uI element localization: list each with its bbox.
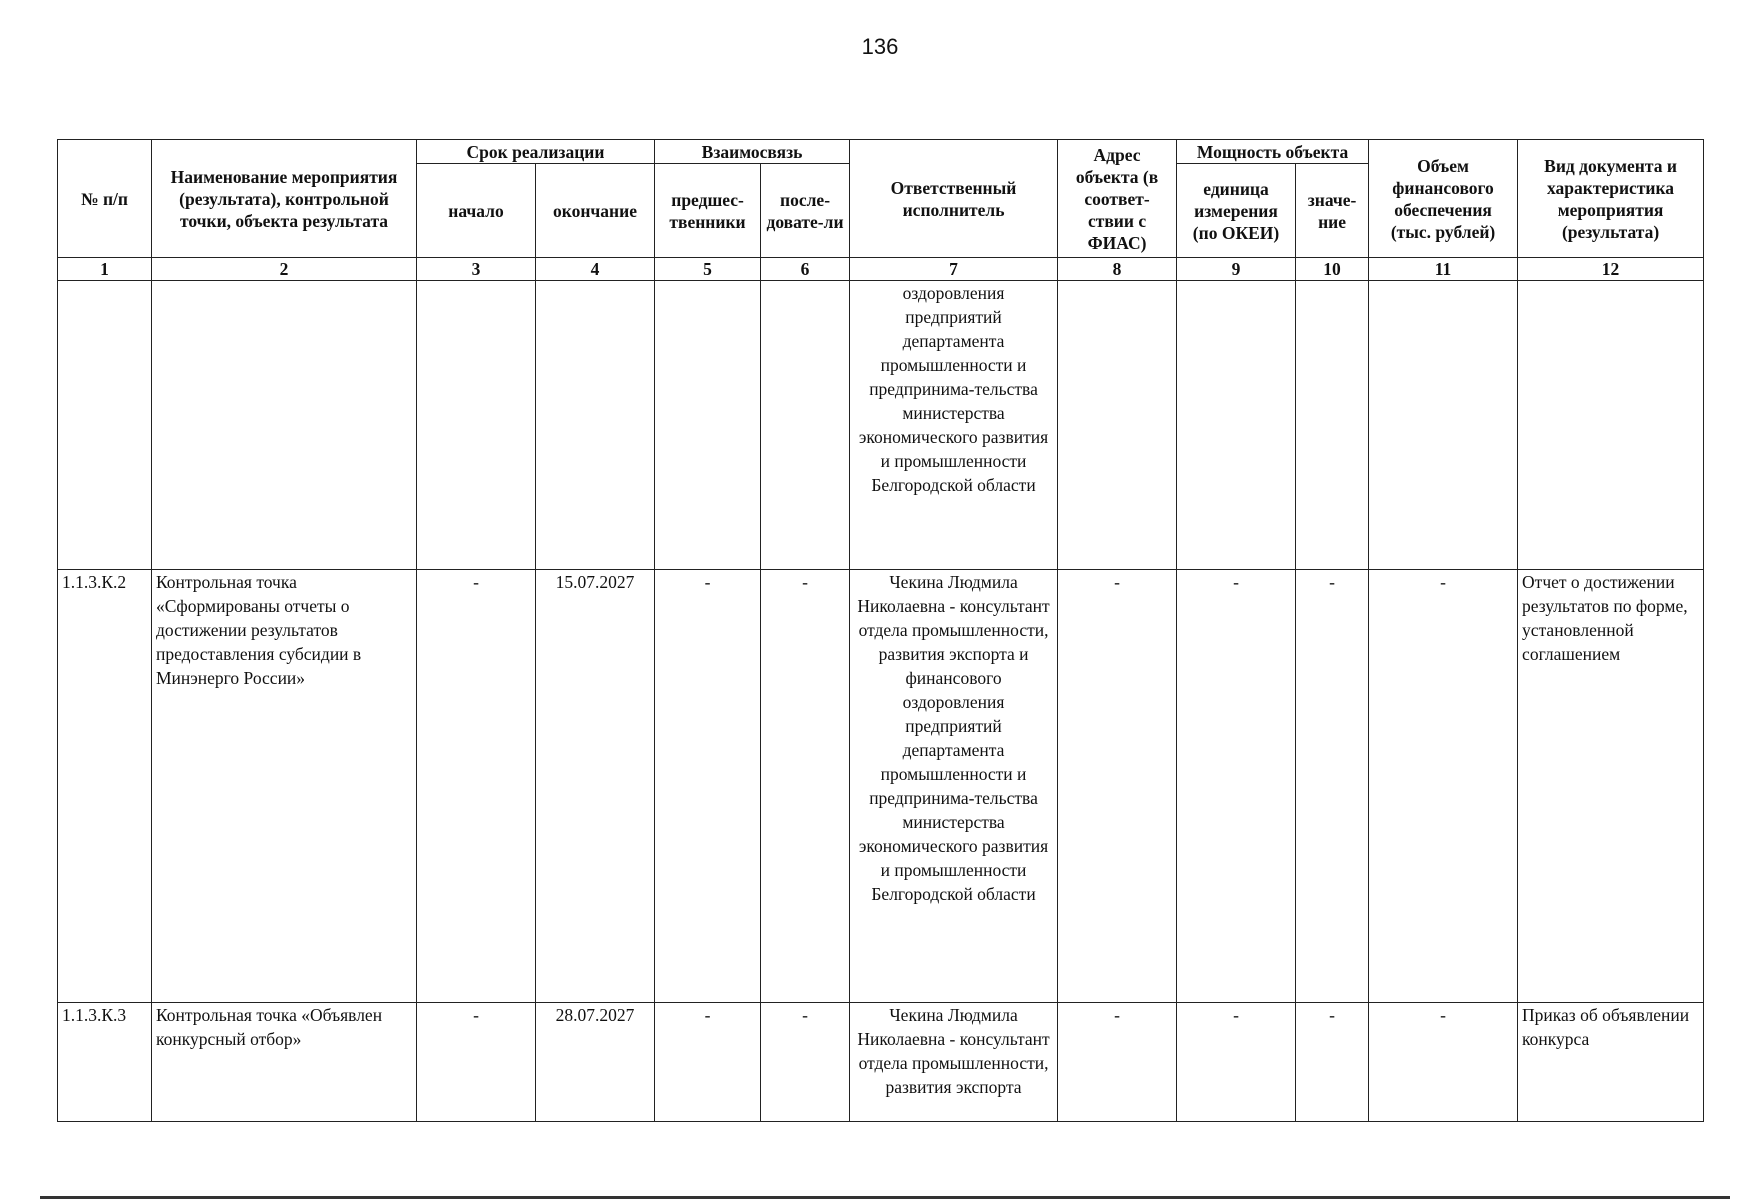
- header-col8: Адрес объекта (в соответ-ствии с ФИАС): [1058, 140, 1177, 258]
- cell-name: Контрольная точка «Объявлен конкурсный отбор»: [152, 1003, 417, 1122]
- cell-name: Контрольная точка «Сформированы отчеты о достижении результатов предоставления субсидии в Минэнерго России»: [152, 570, 417, 1003]
- cell-value: [1296, 281, 1369, 570]
- cell-predecessors: -: [655, 1003, 761, 1122]
- cell-executor: Чекина Людмила Николаевна - консультант отдела промышленности, развития экспорта и финансового оздоровления предприятий департамента промышленности и предпринима-тельства министерства экономического развития и промышленности Белгородской области: [850, 570, 1058, 1003]
- schedule-table: [57, 139, 1704, 1122]
- bottom-rule: [40, 1196, 1730, 1199]
- table-row: [58, 281, 1704, 570]
- cell-start: -: [417, 1003, 536, 1122]
- table-row: [58, 1003, 1704, 1122]
- cell-finance: -: [1369, 570, 1518, 1003]
- header-col11: Объем финансового обеспечения (тыс. рублей): [1369, 140, 1518, 258]
- cell-successors: -: [761, 570, 850, 1003]
- cell-predecessors: -: [655, 570, 761, 1003]
- header-col12: Вид документа и характеристика мероприятия (результата): [1518, 140, 1704, 258]
- cell-unit: [1177, 281, 1296, 570]
- header-col5: предшес-твенники: [655, 164, 761, 258]
- cell-unit: -: [1177, 1003, 1296, 1122]
- cell-executor: Чекина Людмила Николаевна - консультант отдела промышленности, развития экспорта: [850, 1003, 1058, 1122]
- header-col7: Ответственный исполнитель: [850, 140, 1058, 258]
- cell-num: [58, 281, 152, 570]
- cell-end: 15.07.2027: [536, 570, 655, 1003]
- cell-finance: [1369, 281, 1518, 570]
- cell-successors: -: [761, 1003, 850, 1122]
- cell-successors: [761, 281, 850, 570]
- header-term-group: Срок реализации: [417, 140, 655, 164]
- cell-finance: -: [1369, 1003, 1518, 1122]
- column-number: 12: [1518, 258, 1704, 281]
- cell-name: [152, 281, 417, 570]
- column-number: 4: [536, 258, 655, 281]
- cell-start: [417, 281, 536, 570]
- column-number: 3: [417, 258, 536, 281]
- column-number: 6: [761, 258, 850, 281]
- cell-start: -: [417, 570, 536, 1003]
- column-number: 7: [850, 258, 1058, 281]
- header-col1: № п/п: [58, 140, 152, 258]
- cell-document: [1518, 281, 1704, 570]
- column-number: 5: [655, 258, 761, 281]
- header-row-top: [58, 140, 1704, 164]
- column-number: 9: [1177, 258, 1296, 281]
- header-col4: окончание: [536, 164, 655, 258]
- header-link-group: Взаимосвязь: [655, 140, 850, 164]
- header-power-group: Мощность объекта: [1177, 140, 1369, 164]
- cell-document: Приказ об объявлении конкурса: [1518, 1003, 1704, 1122]
- column-number-row: [58, 258, 1704, 281]
- column-number: 10: [1296, 258, 1369, 281]
- cell-document: Отчет о достижении результатов по форме, установленной соглашением: [1518, 570, 1704, 1003]
- header-col6: после-довате-ли: [761, 164, 850, 258]
- cell-end: 28.07.2027: [536, 1003, 655, 1122]
- page-number: 136: [861, 34, 899, 59]
- cell-executor: оздоровления предприятий департамента промышленности и предпринима-тельства министерства экономического развития и промышленности Белгородской области: [850, 281, 1058, 570]
- cell-address: -: [1058, 1003, 1177, 1122]
- column-number: 2: [152, 258, 417, 281]
- cell-num: 1.1.3.К.3: [58, 1003, 152, 1122]
- cell-address: [1058, 281, 1177, 570]
- cell-value: -: [1296, 570, 1369, 1003]
- cell-predecessors: [655, 281, 761, 570]
- cell-unit: -: [1177, 570, 1296, 1003]
- cell-end: [536, 281, 655, 570]
- header-col9: единица измерения (по ОКЕИ): [1177, 164, 1296, 258]
- cell-value: -: [1296, 1003, 1369, 1122]
- header-col2: Наименование мероприятия (результата), контрольной точки, объекта результата: [152, 140, 417, 258]
- cell-address: -: [1058, 570, 1177, 1003]
- table-row: [58, 570, 1704, 1003]
- column-number: 1: [58, 258, 152, 281]
- header-col3: начало: [417, 164, 536, 258]
- header-col10: значе-ние: [1296, 164, 1369, 258]
- cell-num: 1.1.3.К.2: [58, 570, 152, 1003]
- column-number: 11: [1369, 258, 1518, 281]
- column-number: 8: [1058, 258, 1177, 281]
